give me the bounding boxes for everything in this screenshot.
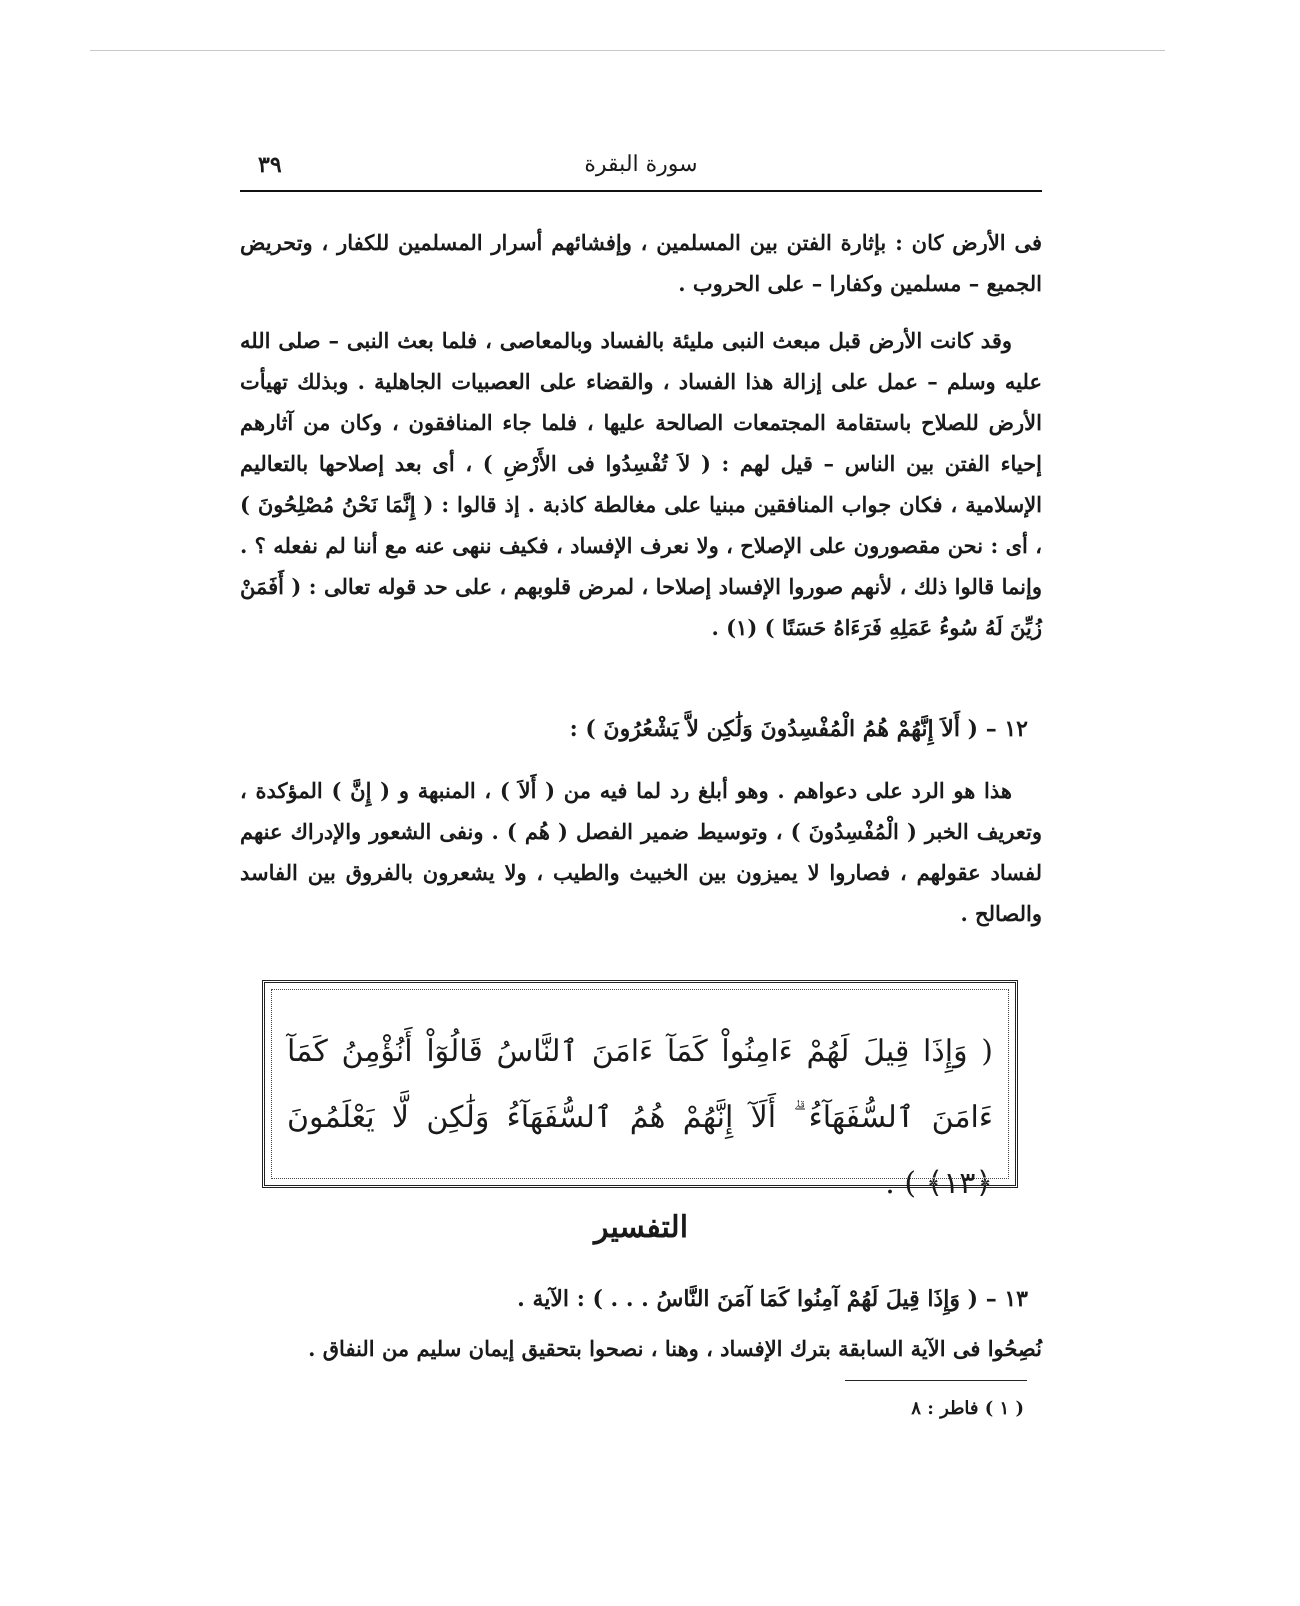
scan-top-edge <box>90 50 1165 51</box>
footnote: ( ١ ) فاطر : ٨ <box>911 1398 1024 1419</box>
quran-verse-13: ( وَإِذَا قِيلَ لَهُمْ ءَامِنُواْ كَمَآ ءَامَنَ ٱلنَّاسُ قَالُوٓاْ أَنُؤْمِنُ كَمَآ ءَامَنَ ٱلسُّفَهَآءُ ۗ أَلَآ إِنَّهُمْ هُمُ ٱلسُّفَهَآءُ وَلَٰكِن لَّا يَعْلَمُونَ ﴿١٣﴾ ) . <box>287 1034 993 1201</box>
footnote-rule <box>845 1380 1027 1381</box>
header-rule <box>240 190 1042 192</box>
verse-13-heading: ١٣ – ( وَإِذَا قِيلَ لَهُمْ آمِنُوا كَمَا آمَنَ النَّاسُ . . . ) : الآية . <box>517 1286 1028 1312</box>
paragraph-3: هذا هو الرد على دعواهم . وهو أبلغ رد لما فيه من ( أَلاَ ) ، المنبهة و ( إِنَّ ) المؤكدة ، وتعريف الخبر ( الْمُفْسِدُونَ ) ، وتوسيط ضمير الفصل ( هُم ) . ونفى الشعور والإدراك عنهم لفساد عقولهم ، فصاروا لا يميزون بين الخبيث والطيب ، ولا يشعرون بالفروق بين الفاسد والصالح . <box>240 778 1042 926</box>
quran-verse-frame <box>262 980 1018 1201</box>
paragraph-4: نُصِحُوا فى الآية السابقة بترك الإفساد ، وهنا ، نصحوا بتحقيق إيمان سليم من النفاق . <box>308 1336 1042 1361</box>
page-number: ٣٩ <box>258 152 282 178</box>
verse-12-heading: ١٢ – ( أَلاَ إِنَّهُمْ هُمُ الْمُفْسِدُونَ وَلَٰكِن لاَّ يَشْعُرُونَ ) : <box>569 716 1028 742</box>
section-heading-tafsir: التفسير <box>593 1210 689 1245</box>
paragraph-2: وقد كانت الأرض قبل مبعث النبى مليئة بالفساد وبالمعاصى ، فلما بعث النبى – صلى الله عليه وسلم – عمل على إزالة هذا الفساد ، والقضاء على العصبيات الجاهلية . وبذلك تهيأت الأرض للصلاح باستقامة المجتمعات الصالحة عليها ، فلما جاء المنافقون ، وكان من آثارهم إحياء الفتن بين الناس – قيل لهم : ( لاَ تُفْسِدُوا فى الأَرْضِ ) ، أى بعد إصلاحها بالتعاليم الإسلامية ، فكان جواب المنافقين مبنيا على مغالطة كاذبة . إذ قالوا : ( إِنَّمَا نَحْنُ مُصْلِحُونَ ) ، أى : نحن مقصورون على الإصلاح ، ولا نعرف الإفساد ، فكيف ننهى عنه مع أننا لم نفعله ؟ . وإنما قالوا ذلك ، لأنهم صوروا الإفساد إصلاحا ، لمرض قلوبهم ، على حد قوله تعالى : ( أَفَمَنْ زُيِّنَ لَهُ سُوءُ عَمَلِهِ فَرَءَاهُ حَسَنًا ) (١) . <box>240 328 1042 640</box>
surah-title: سورة البقرة <box>584 152 698 177</box>
page-header <box>240 152 1042 192</box>
paragraph-1: فى الأرض كان : بإثارة الفتن بين المسلمين ، وإفشائهم أسرار المسلمين للكفار ، وتحريض الجميع – مسلمين وكفارا – على الحروب . <box>240 230 1042 296</box>
